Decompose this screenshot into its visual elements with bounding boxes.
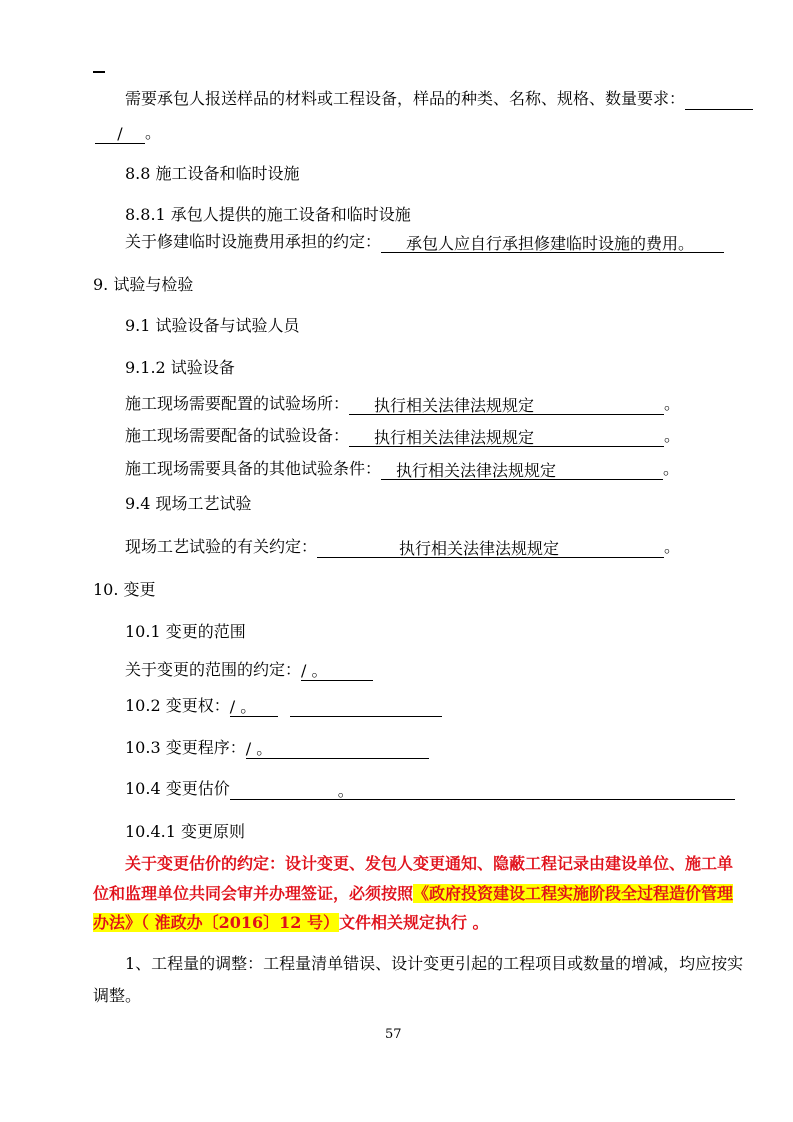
valuation-agreement-text-3: 文件相关规定执行 。 — [338, 913, 489, 932]
section-9-heading: 9. 试验与检验 — [93, 275, 194, 294]
change-procedure-line — [125, 737, 429, 759]
section-9-1-heading: 9.1 试验设备与试验人员 — [125, 316, 300, 335]
craft-test-line — [125, 536, 680, 558]
quantity-adjustment-line-1: 1、工程量的调整：工程量清单错误、设计变更引起的工程项目或数量的增减，均应按实 — [125, 954, 744, 973]
test-equipment-period: 。 — [664, 426, 681, 445]
top-dash-mark — [93, 71, 105, 73]
craft-test-label: 现场工艺试验的有关约定： — [125, 537, 318, 556]
test-equipment-line — [125, 425, 680, 447]
change-right-value: / 。 — [230, 696, 278, 717]
test-site-period: 。 — [664, 394, 681, 413]
test-conditions-line — [125, 458, 679, 480]
sample-requirement-value-line — [95, 122, 161, 144]
change-procedure-label: 10.3 变更程序： — [125, 738, 246, 757]
valuation-agreement-line-2 — [93, 883, 733, 905]
section-9-1-2-heading: 9.1.2 试验设备 — [125, 358, 235, 377]
change-right-label: 10.2 变更权： — [125, 696, 230, 715]
temp-facility-fee-line — [125, 231, 724, 253]
test-site-line — [125, 393, 680, 415]
test-conditions-period: 。 — [663, 459, 680, 478]
change-right-blank — [290, 696, 442, 717]
page-number: 57 — [385, 1027, 402, 1042]
test-equipment-label: 施工现场需要配备的试验设备： — [125, 426, 350, 445]
change-valuation-blank: 。 — [230, 780, 735, 800]
craft-test-value: 执行相关法律法规规定 — [317, 538, 664, 558]
valuation-regulation-doc-number: 办法》（ 淮政办〔2016〕12 号） — [93, 913, 339, 932]
quantity-adjustment-line-2: 调整。 — [93, 986, 142, 1005]
sample-requirement-label: 需要承包人报送样品的材料或工程设备，样品的种类、名称、规格、数量要求： — [125, 89, 686, 108]
sample-requirement-line — [125, 88, 753, 110]
section-10-4-1-heading: 10.4.1 变更原则 — [125, 822, 245, 841]
craft-test-period: 。 — [664, 537, 681, 556]
change-procedure-value: / 。 — [246, 738, 429, 759]
test-conditions-value: 执行相关法律法规规定 — [381, 460, 663, 480]
temp-facility-fee-value: 承包人应自行承担修建临时设施的费用。 — [381, 233, 724, 253]
valuation-regulation-title: 《政府投资建设工程实施阶段全过程造价管理 — [413, 884, 734, 903]
test-site-value: 执行相关法律法规规定 — [349, 395, 664, 415]
change-right-line — [125, 695, 442, 717]
section-10-heading: 10. 变更 — [93, 580, 156, 599]
change-valuation-label: 10.4 变更估价 — [125, 779, 230, 798]
valuation-agreement-line-1: 关于变更估价的约定：设计变更、发包人变更通知、隐蔽工程记录由建设单位、施工单 — [125, 854, 734, 873]
valuation-agreement-text-2: 位和监理单位共同会审并办理签证，必须按照 — [93, 884, 414, 903]
test-conditions-label: 施工现场需要具备的其他试验条件： — [125, 459, 382, 478]
change-valuation-line — [125, 778, 735, 800]
test-site-label: 施工现场需要配置的试验场所： — [125, 394, 350, 413]
valuation-agreement-line-3 — [93, 912, 489, 934]
temp-facility-fee-label: 关于修建临时设施费用承担的约定： — [125, 232, 382, 251]
section-9-4-heading: 9.4 现场工艺试验 — [125, 494, 252, 513]
change-scope-label: 关于变更的范围的约定： — [125, 660, 302, 679]
test-equipment-value: 执行相关法律法规规定 — [349, 427, 664, 447]
section-8-8-heading: 8.8 施工设备和临时设施 — [125, 164, 300, 183]
change-scope-line — [125, 659, 373, 681]
sample-requirement-blank — [685, 89, 753, 110]
change-scope-value: / 。 — [301, 660, 373, 681]
section-10-1-heading: 10.1 变更的范围 — [125, 622, 246, 641]
sample-requirement-value: / — [95, 123, 145, 144]
section-8-8-1-heading: 8.8.1 承包人提供的施工设备和临时设施 — [125, 205, 411, 224]
sample-period: 。 — [145, 123, 162, 142]
